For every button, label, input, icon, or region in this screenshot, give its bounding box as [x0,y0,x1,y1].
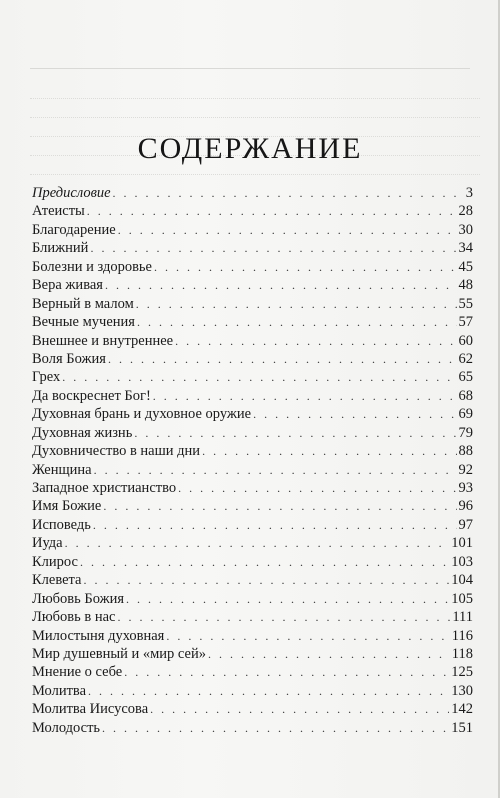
toc-entry-title: Да воскреснет Бог! [32,387,151,404]
toc-entry-page: 60 [458,332,473,349]
toc-entry[interactable] [32,239,473,257]
dot-leader [118,221,457,239]
toc-entry-page: 104 [451,572,473,589]
toc-entry[interactable] [32,202,473,220]
dot-leader [102,719,449,737]
toc-entry-page: 101 [451,535,473,552]
toc-entry-title: Атеисты [32,203,85,220]
toc-entry[interactable] [32,663,473,681]
toc-entry-page: 96 [458,498,473,515]
toc-entry-title: Западное христианство [32,480,177,496]
toc-entry[interactable] [32,479,473,497]
toc-entry[interactable] [32,461,473,479]
toc-entry-page: 92 [458,461,473,478]
toc-entry[interactable] [32,645,473,663]
dot-leader [80,553,449,571]
toc-entry[interactable] [32,608,473,626]
toc-entry-page: 48 [458,277,473,294]
toc-entry-title: Предисловие [32,185,111,201]
toc-entry[interactable] [32,295,473,313]
toc-entry-title: Молодость [32,719,101,736]
toc-entry-page: 34 [458,240,473,257]
toc-entry[interactable] [32,368,473,386]
toc-entry[interactable] [32,442,473,460]
toc-entry-title: Вечные мучения [32,314,135,331]
dot-leader [126,590,449,608]
dot-leader [208,645,450,663]
toc-entry[interactable] [32,424,473,442]
dot-leader [88,682,449,700]
toc-entry-page: 62 [458,350,473,367]
toc-entry-title: Ближний [32,240,89,257]
dot-leader [90,239,456,257]
dot-leader [87,202,457,220]
dot-leader [124,663,449,681]
page-title: СОДЕРЖАНИЕ [137,132,363,165]
dot-leader [134,424,456,442]
dot-leader [137,313,457,331]
toc-entry[interactable] [32,571,473,589]
toc-entry[interactable] [32,719,473,737]
toc-entry-page: 55 [458,295,473,312]
table-of-contents [32,184,473,737]
toc-entry-page: 111 [452,609,473,626]
dot-leader [94,461,457,479]
dot-leader [150,700,449,718]
toc-entry-title: Имя Божие [32,498,102,515]
toc-entry[interactable] [32,516,473,534]
toc-entry-page: 97 [458,516,473,533]
toc-entry[interactable] [32,405,473,423]
toc-entry[interactable] [32,590,473,608]
dot-leader [178,479,456,497]
toc-entry-page: 142 [451,701,473,718]
toc-entry-page: 88 [458,443,473,460]
toc-entry-title: Мнение о себе [32,664,123,681]
dot-leader [166,627,449,645]
toc-entry-title: Благодарение [32,221,116,238]
dot-leader [108,350,457,368]
toc-entry-page: 103 [451,553,473,570]
toc-entry-title: Любовь в нас [32,609,116,626]
toc-entry[interactable] [32,276,473,294]
toc-entry[interactable] [32,184,473,202]
toc-entry-page: 57 [458,314,473,331]
dot-leader [253,405,456,423]
toc-entry[interactable] [32,350,473,368]
dot-leader [65,534,450,552]
toc-entry-page: 68 [458,387,473,404]
dot-leader [103,497,456,515]
dot-leader [202,442,456,460]
toc-entry[interactable] [32,387,473,405]
toc-entry-page: 69 [458,406,473,423]
dot-leader [93,516,457,534]
toc-entry[interactable] [32,497,473,515]
toc-entry-title: Любовь Божия [32,590,125,607]
toc-entry-title: Исповедь [32,516,91,533]
toc-entry-page: 45 [458,258,473,275]
toc-entry[interactable] [32,332,473,350]
toc-entry-page: 3 [465,185,473,201]
toc-entry[interactable] [32,221,473,239]
toc-entry-title: Клирос [32,553,78,570]
toc-entry-title: Клевета [32,572,82,589]
toc-entry[interactable] [32,553,473,571]
toc-entry-page: 30 [458,221,473,238]
toc-entry-title: Духовная жизнь [32,424,133,441]
toc-entry-page: 116 [451,627,473,644]
toc-entry-page: 28 [458,203,473,220]
toc-entry-page: 65 [458,369,473,386]
toc-entry-page: 105 [451,590,473,607]
toc-entry-title: Внешнее и внутреннее [32,332,174,349]
toc-entry-page: 93 [458,480,473,496]
toc-entry[interactable] [32,313,473,331]
toc-entry[interactable] [32,627,473,645]
toc-entry-page: 118 [451,645,473,662]
dot-leader [84,571,450,589]
toc-entry-title: Верный в малом [32,295,134,312]
dot-leader [175,332,456,350]
dot-leader [154,258,457,276]
dot-leader [153,387,457,405]
toc-entry-title: Духовная брань и духовное оружие [32,406,252,423]
bleed-through-header [30,46,470,69]
toc-entry-page: 79 [458,424,473,441]
toc-entry-title: Мир душевный и «мир сей» [32,645,206,662]
toc-entry-title: Вера живая [32,277,103,294]
toc-entry-page: 151 [451,719,473,736]
toc-entry[interactable] [32,534,473,552]
toc-entry-title: Милостыня духовная [32,627,165,644]
toc-entry-page: 130 [451,682,473,699]
toc-entry[interactable] [32,682,473,700]
dot-leader [136,295,457,313]
dot-leader [105,276,457,294]
toc-entry-title: Иуда [32,535,63,552]
toc-entry[interactable] [32,700,473,718]
toc-entry-title: Молитва Иисусова [32,701,149,718]
toc-entry-title: Молитва [32,682,87,699]
dot-leader [117,608,450,626]
toc-entry-page: 125 [451,664,473,681]
dot-leader [113,184,464,202]
toc-entry-title: Воля Божия [32,350,106,367]
toc-entry[interactable] [32,258,473,276]
toc-entry-title: Болезни и здоровье [32,258,152,275]
toc-entry-title: Грех [32,369,61,386]
toc-entry-title: Женщина [32,461,92,478]
toc-entry-title: Духовничество в наши дни [32,443,201,460]
dot-leader [62,368,456,386]
